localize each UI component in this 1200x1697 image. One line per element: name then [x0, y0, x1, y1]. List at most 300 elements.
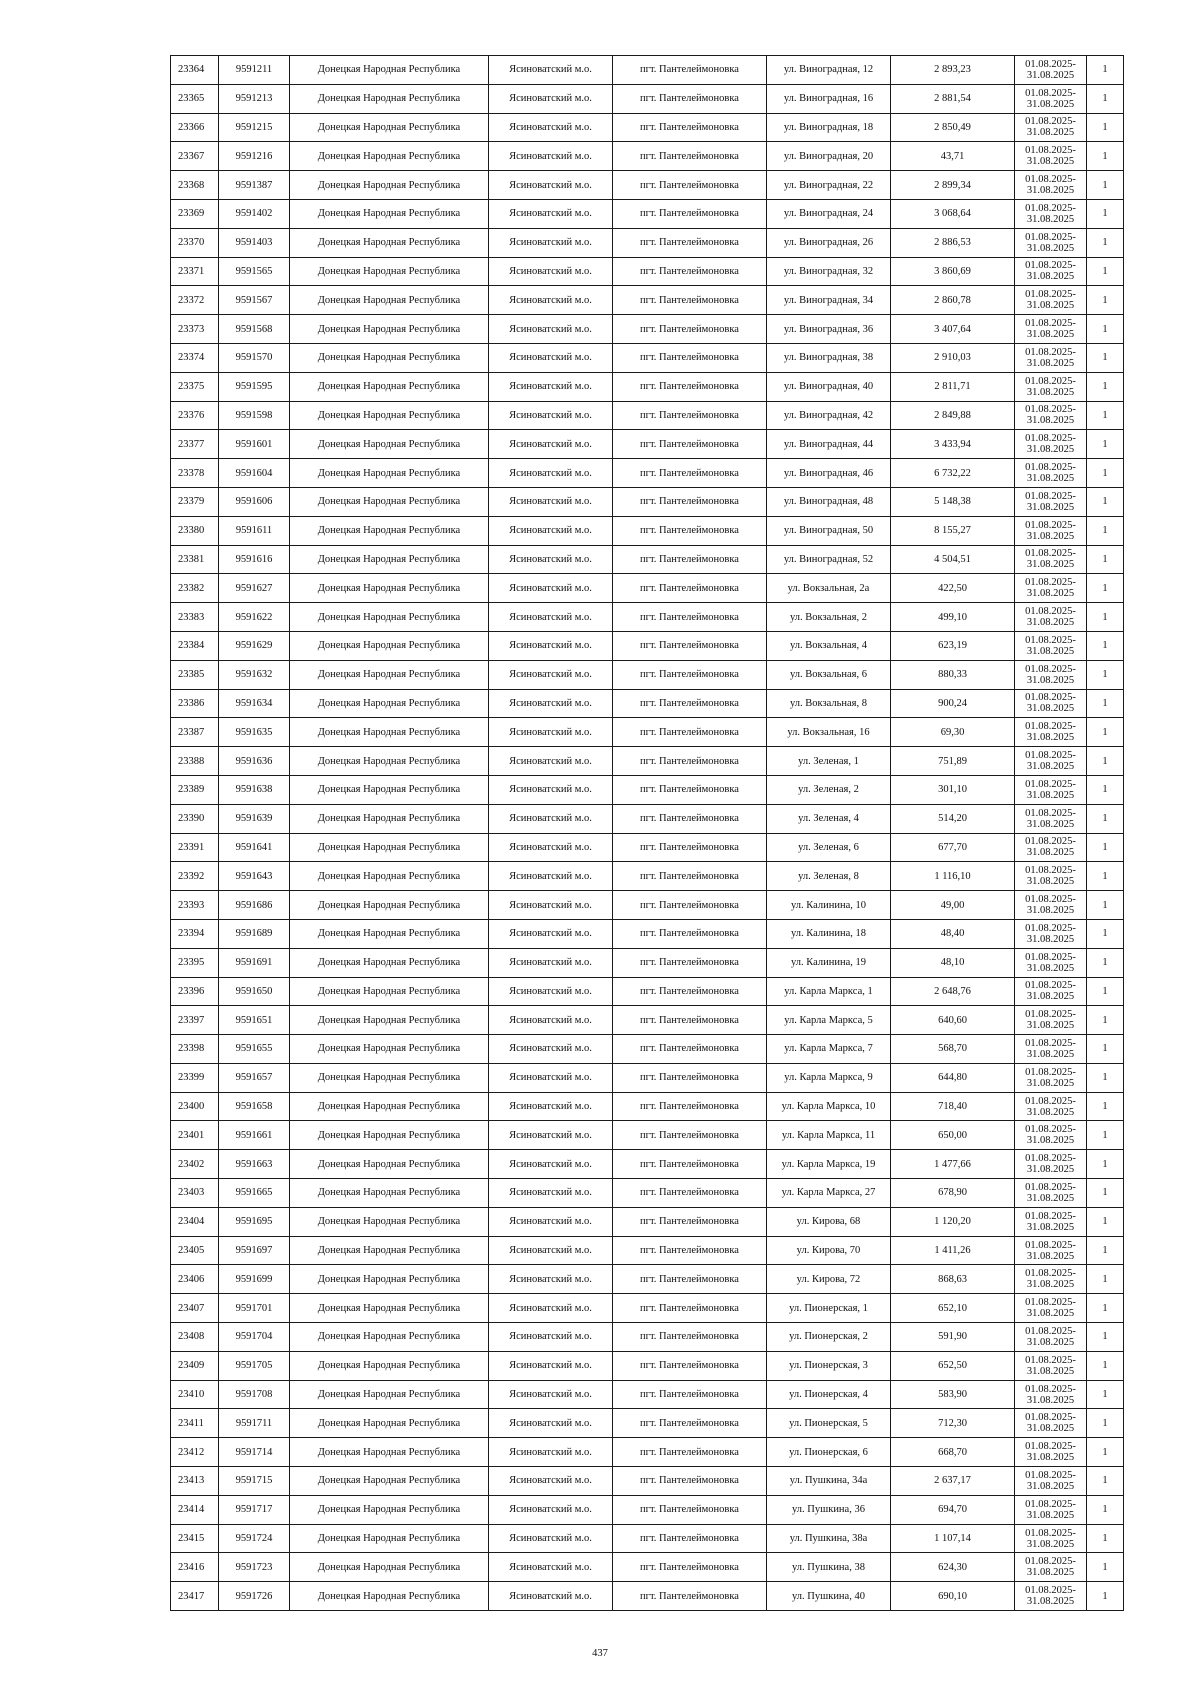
table-row: [171, 631, 1124, 660]
address-cell: ул. Кирова, 68: [767, 1207, 891, 1236]
row-number-cell: 23398: [171, 1035, 219, 1064]
value-cell: 694,70: [891, 1495, 1015, 1524]
district-cell: Ясиноватский м.о.: [489, 1035, 613, 1064]
region-cell: Донецкая Народная Республика: [290, 257, 489, 286]
quantity-cell: 1: [1087, 1380, 1124, 1409]
address-cell: ул. Пушкина, 38а: [767, 1524, 891, 1553]
table-row: [171, 459, 1124, 488]
row-number-cell: 23413: [171, 1467, 219, 1496]
region-cell: Донецкая Народная Республика: [290, 804, 489, 833]
address-cell: ул. Карла Маркса, 11: [767, 1121, 891, 1150]
quantity-cell: 1: [1087, 459, 1124, 488]
district-cell: Ясиноватский м.о.: [489, 718, 613, 747]
district-cell: Ясиноватский м.о.: [489, 631, 613, 660]
period-cell: 01.08.2025- 31.08.2025: [1015, 1294, 1087, 1323]
table-row: [171, 948, 1124, 977]
row-number-cell: 23396: [171, 977, 219, 1006]
row-number-cell: 23370: [171, 228, 219, 257]
region-cell: Донецкая Народная Республика: [290, 1121, 489, 1150]
period-cell: 01.08.2025- 31.08.2025: [1015, 56, 1087, 85]
district-cell: Ясиноватский м.о.: [489, 315, 613, 344]
code-cell: 9591611: [219, 516, 290, 545]
value-cell: 4 504,51: [891, 545, 1015, 574]
quantity-cell: 1: [1087, 1063, 1124, 1092]
quantity-cell: 1: [1087, 113, 1124, 142]
value-cell: 2 910,03: [891, 343, 1015, 372]
value-cell: 422,50: [891, 574, 1015, 603]
code-cell: 9591651: [219, 1006, 290, 1035]
code-cell: 9591699: [219, 1265, 290, 1294]
district-cell: Ясиноватский м.о.: [489, 1063, 613, 1092]
table-row: [171, 372, 1124, 401]
table-row: [171, 257, 1124, 286]
row-number-cell: 23410: [171, 1380, 219, 1409]
region-cell: Донецкая Народная Республика: [290, 430, 489, 459]
code-cell: 9591689: [219, 919, 290, 948]
region-cell: Донецкая Народная Республика: [290, 1179, 489, 1208]
settlement-cell: пгт. Пантелеймоновка: [613, 1265, 767, 1294]
value-cell: 2 850,49: [891, 113, 1015, 142]
address-cell: ул. Зеленая, 6: [767, 833, 891, 862]
region-cell: Донецкая Народная Республика: [290, 1467, 489, 1496]
quantity-cell: 1: [1087, 1582, 1124, 1611]
district-cell: Ясиноватский м.о.: [489, 1582, 613, 1611]
district-cell: Ясиноватский м.о.: [489, 919, 613, 948]
table-row: [171, 891, 1124, 920]
code-cell: 9591568: [219, 315, 290, 344]
code-cell: 9591663: [219, 1150, 290, 1179]
address-cell: ул. Вокзальная, 8: [767, 689, 891, 718]
address-cell: ул. Виноградная, 44: [767, 430, 891, 459]
table-row: [171, 718, 1124, 747]
table-row: [171, 84, 1124, 113]
settlement-cell: пгт. Пантелеймоновка: [613, 891, 767, 920]
address-cell: ул. Виноградная, 16: [767, 84, 891, 113]
code-cell: 9591570: [219, 343, 290, 372]
address-cell: ул. Карла Маркса, 10: [767, 1092, 891, 1121]
address-cell: ул. Пионерская, 6: [767, 1438, 891, 1467]
code-cell: 9591726: [219, 1582, 290, 1611]
quantity-cell: 1: [1087, 804, 1124, 833]
period-cell: 01.08.2025- 31.08.2025: [1015, 1207, 1087, 1236]
period-cell: 01.08.2025- 31.08.2025: [1015, 84, 1087, 113]
district-cell: Ясиноватский м.о.: [489, 1236, 613, 1265]
code-cell: 9591402: [219, 199, 290, 228]
region-cell: Донецкая Народная Республика: [290, 1438, 489, 1467]
value-cell: 43,71: [891, 142, 1015, 171]
period-cell: 01.08.2025- 31.08.2025: [1015, 459, 1087, 488]
address-cell: ул. Пионерская, 2: [767, 1323, 891, 1352]
settlement-cell: пгт. Пантелеймоновка: [613, 1207, 767, 1236]
table-row: [171, 1035, 1124, 1064]
address-cell: ул. Карла Маркса, 9: [767, 1063, 891, 1092]
quantity-cell: 1: [1087, 977, 1124, 1006]
address-cell: ул. Пионерская, 4: [767, 1380, 891, 1409]
settlement-cell: пгт. Пантелеймоновка: [613, 1380, 767, 1409]
region-cell: Донецкая Народная Республика: [290, 1265, 489, 1294]
district-cell: Ясиноватский м.о.: [489, 977, 613, 1006]
value-cell: 514,20: [891, 804, 1015, 833]
district-cell: Ясиноватский м.о.: [489, 603, 613, 632]
region-cell: Донецкая Народная Республика: [290, 948, 489, 977]
row-number-cell: 23387: [171, 718, 219, 747]
value-cell: 1 116,10: [891, 862, 1015, 891]
table-row: [171, 833, 1124, 862]
period-cell: 01.08.2025- 31.08.2025: [1015, 631, 1087, 660]
quantity-cell: 1: [1087, 84, 1124, 113]
value-cell: 677,70: [891, 833, 1015, 862]
table-row: [171, 1323, 1124, 1352]
code-cell: 9591717: [219, 1495, 290, 1524]
row-number-cell: 23404: [171, 1207, 219, 1236]
period-cell: 01.08.2025- 31.08.2025: [1015, 1150, 1087, 1179]
quantity-cell: 1: [1087, 660, 1124, 689]
address-cell: ул. Пионерская, 3: [767, 1351, 891, 1380]
code-cell: 9591686: [219, 891, 290, 920]
quantity-cell: 1: [1087, 343, 1124, 372]
table-row: [171, 516, 1124, 545]
value-cell: 6 732,22: [891, 459, 1015, 488]
period-cell: 01.08.2025- 31.08.2025: [1015, 257, 1087, 286]
settlement-cell: пгт. Пантелеймоновка: [613, 1150, 767, 1179]
period-cell: 01.08.2025- 31.08.2025: [1015, 833, 1087, 862]
quantity-cell: 1: [1087, 1409, 1124, 1438]
period-cell: 01.08.2025- 31.08.2025: [1015, 430, 1087, 459]
value-cell: 48,40: [891, 919, 1015, 948]
table-row: [171, 1467, 1124, 1496]
table-row: [171, 1236, 1124, 1265]
address-cell: ул. Вокзальная, 16: [767, 718, 891, 747]
period-cell: 01.08.2025- 31.08.2025: [1015, 862, 1087, 891]
row-number-cell: 23417: [171, 1582, 219, 1611]
region-cell: Донецкая Народная Республика: [290, 1323, 489, 1352]
region-cell: Донецкая Народная Республика: [290, 315, 489, 344]
district-cell: Ясиноватский м.о.: [489, 1351, 613, 1380]
period-cell: 01.08.2025- 31.08.2025: [1015, 747, 1087, 776]
table-row: [171, 1063, 1124, 1092]
settlement-cell: пгт. Пантелеймоновка: [613, 948, 767, 977]
value-cell: 678,90: [891, 1179, 1015, 1208]
district-cell: Ясиноватский м.о.: [489, 401, 613, 430]
row-number-cell: 23409: [171, 1351, 219, 1380]
address-cell: ул. Карла Маркса, 5: [767, 1006, 891, 1035]
row-number-cell: 23408: [171, 1323, 219, 1352]
row-number-cell: 23402: [171, 1150, 219, 1179]
region-cell: Донецкая Народная Республика: [290, 1495, 489, 1524]
table-row: [171, 286, 1124, 315]
address-cell: ул. Зеленая, 2: [767, 775, 891, 804]
district-cell: Ясиноватский м.о.: [489, 545, 613, 574]
settlement-cell: пгт. Пантелеймоновка: [613, 1582, 767, 1611]
code-cell: 9591705: [219, 1351, 290, 1380]
period-cell: 01.08.2025- 31.08.2025: [1015, 1092, 1087, 1121]
quantity-cell: 1: [1087, 372, 1124, 401]
period-cell: 01.08.2025- 31.08.2025: [1015, 574, 1087, 603]
period-cell: 01.08.2025- 31.08.2025: [1015, 372, 1087, 401]
code-cell: 9591604: [219, 459, 290, 488]
code-cell: 9591606: [219, 487, 290, 516]
period-cell: 01.08.2025- 31.08.2025: [1015, 1179, 1087, 1208]
table-row: [171, 1553, 1124, 1582]
records-table: [170, 55, 1124, 1611]
code-cell: 9591215: [219, 113, 290, 142]
row-number-cell: 23377: [171, 430, 219, 459]
period-cell: 01.08.2025- 31.08.2025: [1015, 1495, 1087, 1524]
row-number-cell: 23391: [171, 833, 219, 862]
row-number-cell: 23389: [171, 775, 219, 804]
value-cell: 568,70: [891, 1035, 1015, 1064]
code-cell: 9591650: [219, 977, 290, 1006]
region-cell: Донецкая Народная Республика: [290, 459, 489, 488]
table-row: [171, 487, 1124, 516]
settlement-cell: пгт. Пантелеймоновка: [613, 1179, 767, 1208]
value-cell: 644,80: [891, 1063, 1015, 1092]
address-cell: ул. Виноградная, 40: [767, 372, 891, 401]
table-row: [171, 315, 1124, 344]
quantity-cell: 1: [1087, 747, 1124, 776]
district-cell: Ясиноватский м.о.: [489, 891, 613, 920]
period-cell: 01.08.2025- 31.08.2025: [1015, 775, 1087, 804]
region-cell: Донецкая Народная Республика: [290, 171, 489, 200]
address-cell: ул. Зеленая, 4: [767, 804, 891, 833]
table-row: [171, 1265, 1124, 1294]
value-cell: 1 107,14: [891, 1524, 1015, 1553]
settlement-cell: пгт. Пантелеймоновка: [613, 228, 767, 257]
code-cell: 9591565: [219, 257, 290, 286]
value-cell: 900,24: [891, 689, 1015, 718]
address-cell: ул. Виноградная, 52: [767, 545, 891, 574]
row-number-cell: 23388: [171, 747, 219, 776]
table-row: [171, 862, 1124, 891]
code-cell: 9591616: [219, 545, 290, 574]
period-cell: 01.08.2025- 31.08.2025: [1015, 1236, 1087, 1265]
region-cell: Донецкая Народная Республика: [290, 862, 489, 891]
settlement-cell: пгт. Пантелеймоновка: [613, 689, 767, 718]
settlement-cell: пгт. Пантелеймоновка: [613, 113, 767, 142]
row-number-cell: 23416: [171, 1553, 219, 1582]
code-cell: 9591595: [219, 372, 290, 401]
table-row: [171, 1409, 1124, 1438]
period-cell: 01.08.2025- 31.08.2025: [1015, 343, 1087, 372]
region-cell: Донецкая Народная Республика: [290, 747, 489, 776]
row-number-cell: 23369: [171, 199, 219, 228]
table-row: [171, 1495, 1124, 1524]
quantity-cell: 1: [1087, 631, 1124, 660]
district-cell: Ясиноватский м.о.: [489, 689, 613, 718]
value-cell: 3 407,64: [891, 315, 1015, 344]
quantity-cell: 1: [1087, 1323, 1124, 1352]
district-cell: Ясиноватский м.о.: [489, 1294, 613, 1323]
value-cell: 583,90: [891, 1380, 1015, 1409]
settlement-cell: пгт. Пантелеймоновка: [613, 1524, 767, 1553]
code-cell: 9591635: [219, 718, 290, 747]
district-cell: Ясиноватский м.о.: [489, 1150, 613, 1179]
region-cell: Донецкая Народная Республика: [290, 603, 489, 632]
value-cell: 751,89: [891, 747, 1015, 776]
district-cell: Ясиноватский м.о.: [489, 862, 613, 891]
address-cell: ул. Пушкина, 38: [767, 1553, 891, 1582]
row-number-cell: 23393: [171, 891, 219, 920]
value-cell: 880,33: [891, 660, 1015, 689]
value-cell: 868,63: [891, 1265, 1015, 1294]
region-cell: Донецкая Народная Республика: [290, 660, 489, 689]
code-cell: 9591598: [219, 401, 290, 430]
district-cell: Ясиноватский м.о.: [489, 660, 613, 689]
district-cell: Ясиноватский м.о.: [489, 833, 613, 862]
table-row: [171, 1524, 1124, 1553]
period-cell: 01.08.2025- 31.08.2025: [1015, 660, 1087, 689]
quantity-cell: 1: [1087, 1092, 1124, 1121]
table-row: [171, 430, 1124, 459]
value-cell: 2 811,71: [891, 372, 1015, 401]
code-cell: 9591627: [219, 574, 290, 603]
address-cell: ул. Карла Маркса, 7: [767, 1035, 891, 1064]
table-row: [171, 1351, 1124, 1380]
region-cell: Донецкая Народная Республика: [290, 1006, 489, 1035]
code-cell: 9591697: [219, 1236, 290, 1265]
quantity-cell: 1: [1087, 1294, 1124, 1323]
address-cell: ул. Калинина, 10: [767, 891, 891, 920]
address-cell: ул. Виноградная, 18: [767, 113, 891, 142]
table-row: [171, 977, 1124, 1006]
value-cell: 623,19: [891, 631, 1015, 660]
code-cell: 9591641: [219, 833, 290, 862]
period-cell: 01.08.2025- 31.08.2025: [1015, 1553, 1087, 1582]
code-cell: 9591216: [219, 142, 290, 171]
period-cell: 01.08.2025- 31.08.2025: [1015, 1323, 1087, 1352]
address-cell: ул. Виноградная, 12: [767, 56, 891, 85]
address-cell: ул. Виноградная, 42: [767, 401, 891, 430]
period-cell: 01.08.2025- 31.08.2025: [1015, 315, 1087, 344]
period-cell: 01.08.2025- 31.08.2025: [1015, 1380, 1087, 1409]
address-cell: ул. Виноградная, 46: [767, 459, 891, 488]
address-cell: ул. Виноградная, 48: [767, 487, 891, 516]
table-row: [171, 56, 1124, 85]
value-cell: 69,30: [891, 718, 1015, 747]
value-cell: 3 860,69: [891, 257, 1015, 286]
settlement-cell: пгт. Пантелеймоновка: [613, 804, 767, 833]
region-cell: Донецкая Народная Республика: [290, 401, 489, 430]
value-cell: 624,30: [891, 1553, 1015, 1582]
table-row: [171, 804, 1124, 833]
table-row: [171, 142, 1124, 171]
value-cell: 2 881,54: [891, 84, 1015, 113]
settlement-cell: пгт. Пантелеймоновка: [613, 401, 767, 430]
region-cell: Донецкая Народная Республика: [290, 1409, 489, 1438]
row-number-cell: 23381: [171, 545, 219, 574]
value-cell: 2 849,88: [891, 401, 1015, 430]
table-row: [171, 1294, 1124, 1323]
value-cell: 3 433,94: [891, 430, 1015, 459]
quantity-cell: 1: [1087, 1121, 1124, 1150]
district-cell: Ясиноватский м.о.: [489, 1179, 613, 1208]
address-cell: ул. Пионерская, 1: [767, 1294, 891, 1323]
settlement-cell: пгт. Пантелеймоновка: [613, 1006, 767, 1035]
district-cell: Ясиноватский м.о.: [489, 1006, 613, 1035]
region-cell: Донецкая Народная Республика: [290, 1150, 489, 1179]
quantity-cell: 1: [1087, 401, 1124, 430]
settlement-cell: пгт. Пантелеймоновка: [613, 199, 767, 228]
region-cell: Донецкая Народная Республика: [290, 343, 489, 372]
settlement-cell: пгт. Пантелеймоновка: [613, 1323, 767, 1352]
row-number-cell: 23364: [171, 56, 219, 85]
settlement-cell: пгт. Пантелеймоновка: [613, 459, 767, 488]
address-cell: ул. Виноградная, 22: [767, 171, 891, 200]
period-cell: 01.08.2025- 31.08.2025: [1015, 977, 1087, 1006]
period-cell: 01.08.2025- 31.08.2025: [1015, 1035, 1087, 1064]
quantity-cell: 1: [1087, 1553, 1124, 1582]
region-cell: Донецкая Народная Республика: [290, 56, 489, 85]
table-row: [171, 1438, 1124, 1467]
row-number-cell: 23365: [171, 84, 219, 113]
settlement-cell: пгт. Пантелеймоновка: [613, 919, 767, 948]
address-cell: ул. Виноградная, 38: [767, 343, 891, 372]
period-cell: 01.08.2025- 31.08.2025: [1015, 487, 1087, 516]
table-row: [171, 1092, 1124, 1121]
address-cell: ул. Калинина, 19: [767, 948, 891, 977]
period-cell: 01.08.2025- 31.08.2025: [1015, 1121, 1087, 1150]
settlement-cell: пгт. Пантелеймоновка: [613, 545, 767, 574]
code-cell: 9591661: [219, 1121, 290, 1150]
settlement-cell: пгт. Пантелеймоновка: [613, 343, 767, 372]
value-cell: 718,40: [891, 1092, 1015, 1121]
district-cell: Ясиноватский м.о.: [489, 1438, 613, 1467]
period-cell: 01.08.2025- 31.08.2025: [1015, 1524, 1087, 1553]
quantity-cell: 1: [1087, 199, 1124, 228]
value-cell: 591,90: [891, 1323, 1015, 1352]
quantity-cell: 1: [1087, 919, 1124, 948]
region-cell: Донецкая Народная Республика: [290, 286, 489, 315]
district-cell: Ясиноватский м.о.: [489, 948, 613, 977]
code-cell: 9591695: [219, 1207, 290, 1236]
code-cell: 9591639: [219, 804, 290, 833]
settlement-cell: пгт. Пантелеймоновка: [613, 372, 767, 401]
district-cell: Ясиноватский м.о.: [489, 228, 613, 257]
address-cell: ул. Виноградная, 32: [767, 257, 891, 286]
row-number-cell: 23371: [171, 257, 219, 286]
period-cell: 01.08.2025- 31.08.2025: [1015, 948, 1087, 977]
row-number-cell: 23386: [171, 689, 219, 718]
period-cell: 01.08.2025- 31.08.2025: [1015, 718, 1087, 747]
table-row: [171, 545, 1124, 574]
period-cell: 01.08.2025- 31.08.2025: [1015, 603, 1087, 632]
code-cell: 9591629: [219, 631, 290, 660]
settlement-cell: пгт. Пантелеймоновка: [613, 1092, 767, 1121]
address-cell: ул. Пушкина, 36: [767, 1495, 891, 1524]
row-number-cell: 23382: [171, 574, 219, 603]
region-cell: Донецкая Народная Республика: [290, 1236, 489, 1265]
table-row: [171, 747, 1124, 776]
settlement-cell: пгт. Пантелеймоновка: [613, 1553, 767, 1582]
settlement-cell: пгт. Пантелеймоновка: [613, 516, 767, 545]
quantity-cell: 1: [1087, 1150, 1124, 1179]
table-row: [171, 574, 1124, 603]
district-cell: Ясиноватский м.о.: [489, 459, 613, 488]
period-cell: 01.08.2025- 31.08.2025: [1015, 142, 1087, 171]
address-cell: ул. Карла Маркса, 27: [767, 1179, 891, 1208]
settlement-cell: пгт. Пантелеймоновка: [613, 1409, 767, 1438]
address-cell: ул. Кирова, 72: [767, 1265, 891, 1294]
table-row: [171, 1150, 1124, 1179]
code-cell: 9591708: [219, 1380, 290, 1409]
quantity-cell: 1: [1087, 516, 1124, 545]
row-number-cell: 23414: [171, 1495, 219, 1524]
row-number-cell: 23374: [171, 343, 219, 372]
table-row: [171, 1006, 1124, 1035]
period-cell: 01.08.2025- 31.08.2025: [1015, 1582, 1087, 1611]
district-cell: Ясиноватский м.о.: [489, 56, 613, 85]
period-cell: 01.08.2025- 31.08.2025: [1015, 1438, 1087, 1467]
